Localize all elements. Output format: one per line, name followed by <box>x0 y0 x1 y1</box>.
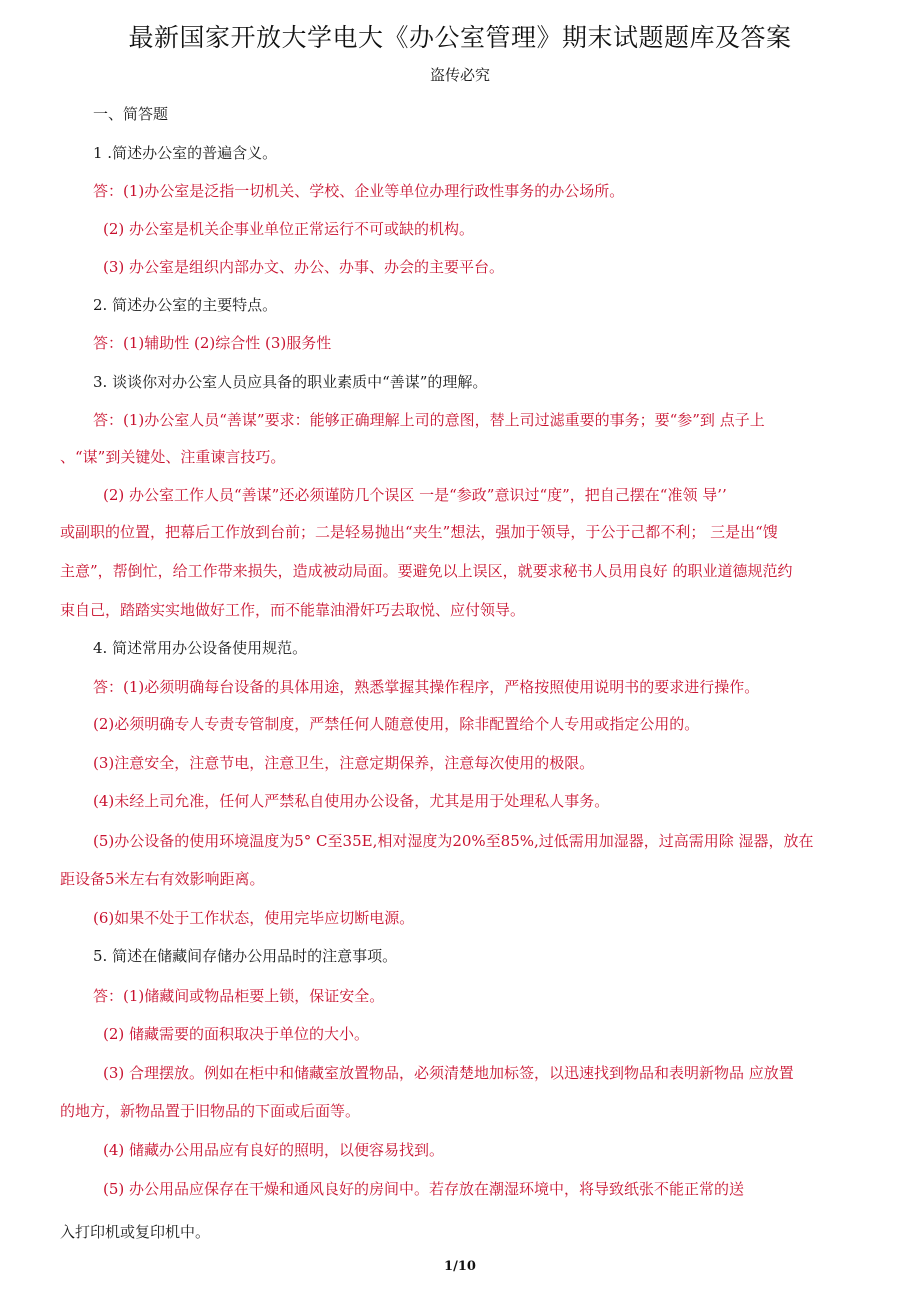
answer-line: (4) 储藏办公用品应有良好的照明，以便容易找到。 <box>103 1141 445 1159</box>
answer-line: 答：(1)办公室是泛指一切机关、学校、企业等单位办理行政性事务的办公场所。 <box>93 182 625 200</box>
question-3: 3. 谈谈你对办公室人员应具备的职业素质中“善谋”的理解。 <box>93 373 488 391</box>
answer-line: 束自己，踏踏实实地做好工作，而不能靠油滑奸巧去取悦、应付领导。 <box>60 601 526 619</box>
answer-line: 主意”，帮倒忙，给工作带来损失，造成被动局面。要避免以上误区，就要求秘书人员用良好 的职业道德规范约 <box>60 562 793 580</box>
answer-line: (5) 办公用品应保存在干燥和通风良好的房间中。若存放在潮湿环境中，将导致纸张不能正常的送 <box>103 1180 745 1198</box>
answer-line: 答：(1)储藏间或物品柜要上锁，保证安全。 <box>93 987 385 1005</box>
section-heading: 一、简答题 <box>93 105 169 123</box>
answer-line: (3)注意安全，注意节电，注意卫生，注意定期保养，注意每次使用的极限。 <box>93 754 595 772</box>
answer-line: (4)未经上司允准，任何人严禁私自使用办公设备，尤其是用于处理私人事务。 <box>93 792 610 810</box>
answer-line: (5)办公设备的使用环境温度为5° C至35E,相对湿度为20%至85%,过低需用加湿器，过高需用除 湿器，放在 <box>93 832 814 850</box>
document-subtitle: 盗传必究 <box>429 66 490 84</box>
answer-line: 答：(1)办公室人员“善谋”要求：能够正确理解上司的意图，替上司过滤重要的事务；要“参”到 点子上 <box>93 411 765 429</box>
answer-line: 答：(1)必须明确每台设备的具体用途，熟悉掌握其操作程序，严格按照使用说明书的要求进行操作。 <box>93 678 760 696</box>
question-4: 4. 简述常用办公设备使用规范。 <box>93 639 308 657</box>
answer-line: (2) 办公室是机关企事业单位正常运行不可或缺的机构。 <box>103 220 475 238</box>
answer-line: (6)如果不处于工作状态，使用完毕应切断电源。 <box>93 909 415 927</box>
question-2: 2. 简述办公室的主要特点。 <box>93 296 278 314</box>
question-5: 5. 简述在储藏间存储办公用品时的注意事项。 <box>93 947 398 965</box>
answer-line: 或副职的位置，把幕后工作放到台前；二是轻易抛出“夹生”想法，强加于领导，于公于己都不利； 三是出“馊 <box>60 523 778 541</box>
question-1: 1 .简述办公室的普遍含义。 <box>93 144 278 162</box>
answer-line: (2) 储藏需要的面积取决于单位的大小。 <box>103 1025 370 1043</box>
answer-line: 入打印机或复印机中。 <box>60 1223 211 1241</box>
answer-line: 、“谋”到关键处、注重谏言技巧。 <box>60 448 286 466</box>
answer-line: 距设备5米左右有效影响距离。 <box>60 870 265 888</box>
page-number: 1/10 <box>444 1259 476 1274</box>
document-title: 最新国家开放大学电大《办公室管理》期末试题题库及答案 <box>128 23 792 52</box>
answer-line: (3) 合理摆放。例如在柜中和储藏室放置物品，必须清楚地加标签，以迅速找到物品和表明新物品 应放置 <box>103 1064 794 1082</box>
answer-line: (3) 办公室是组织内部办文、办公、办事、办会的主要平台。 <box>103 258 505 276</box>
answer-line: 的地方，新物品置于旧物品的下面或后面等。 <box>60 1102 361 1120</box>
answer-line: (2)必须明确专人专责专管制度，严禁任何人随意使用，除非配置给个人专用或指定公用的。 <box>93 715 700 733</box>
answer-line: (2) 办公室工作人员“善谋”还必须谨防几个误区 一是“参政”意识过“度”，把自己摆在“准领 导’’ <box>103 486 727 504</box>
answer-line: 答：(1)辅助性 (2)综合性 (3)服务性 <box>93 334 332 352</box>
